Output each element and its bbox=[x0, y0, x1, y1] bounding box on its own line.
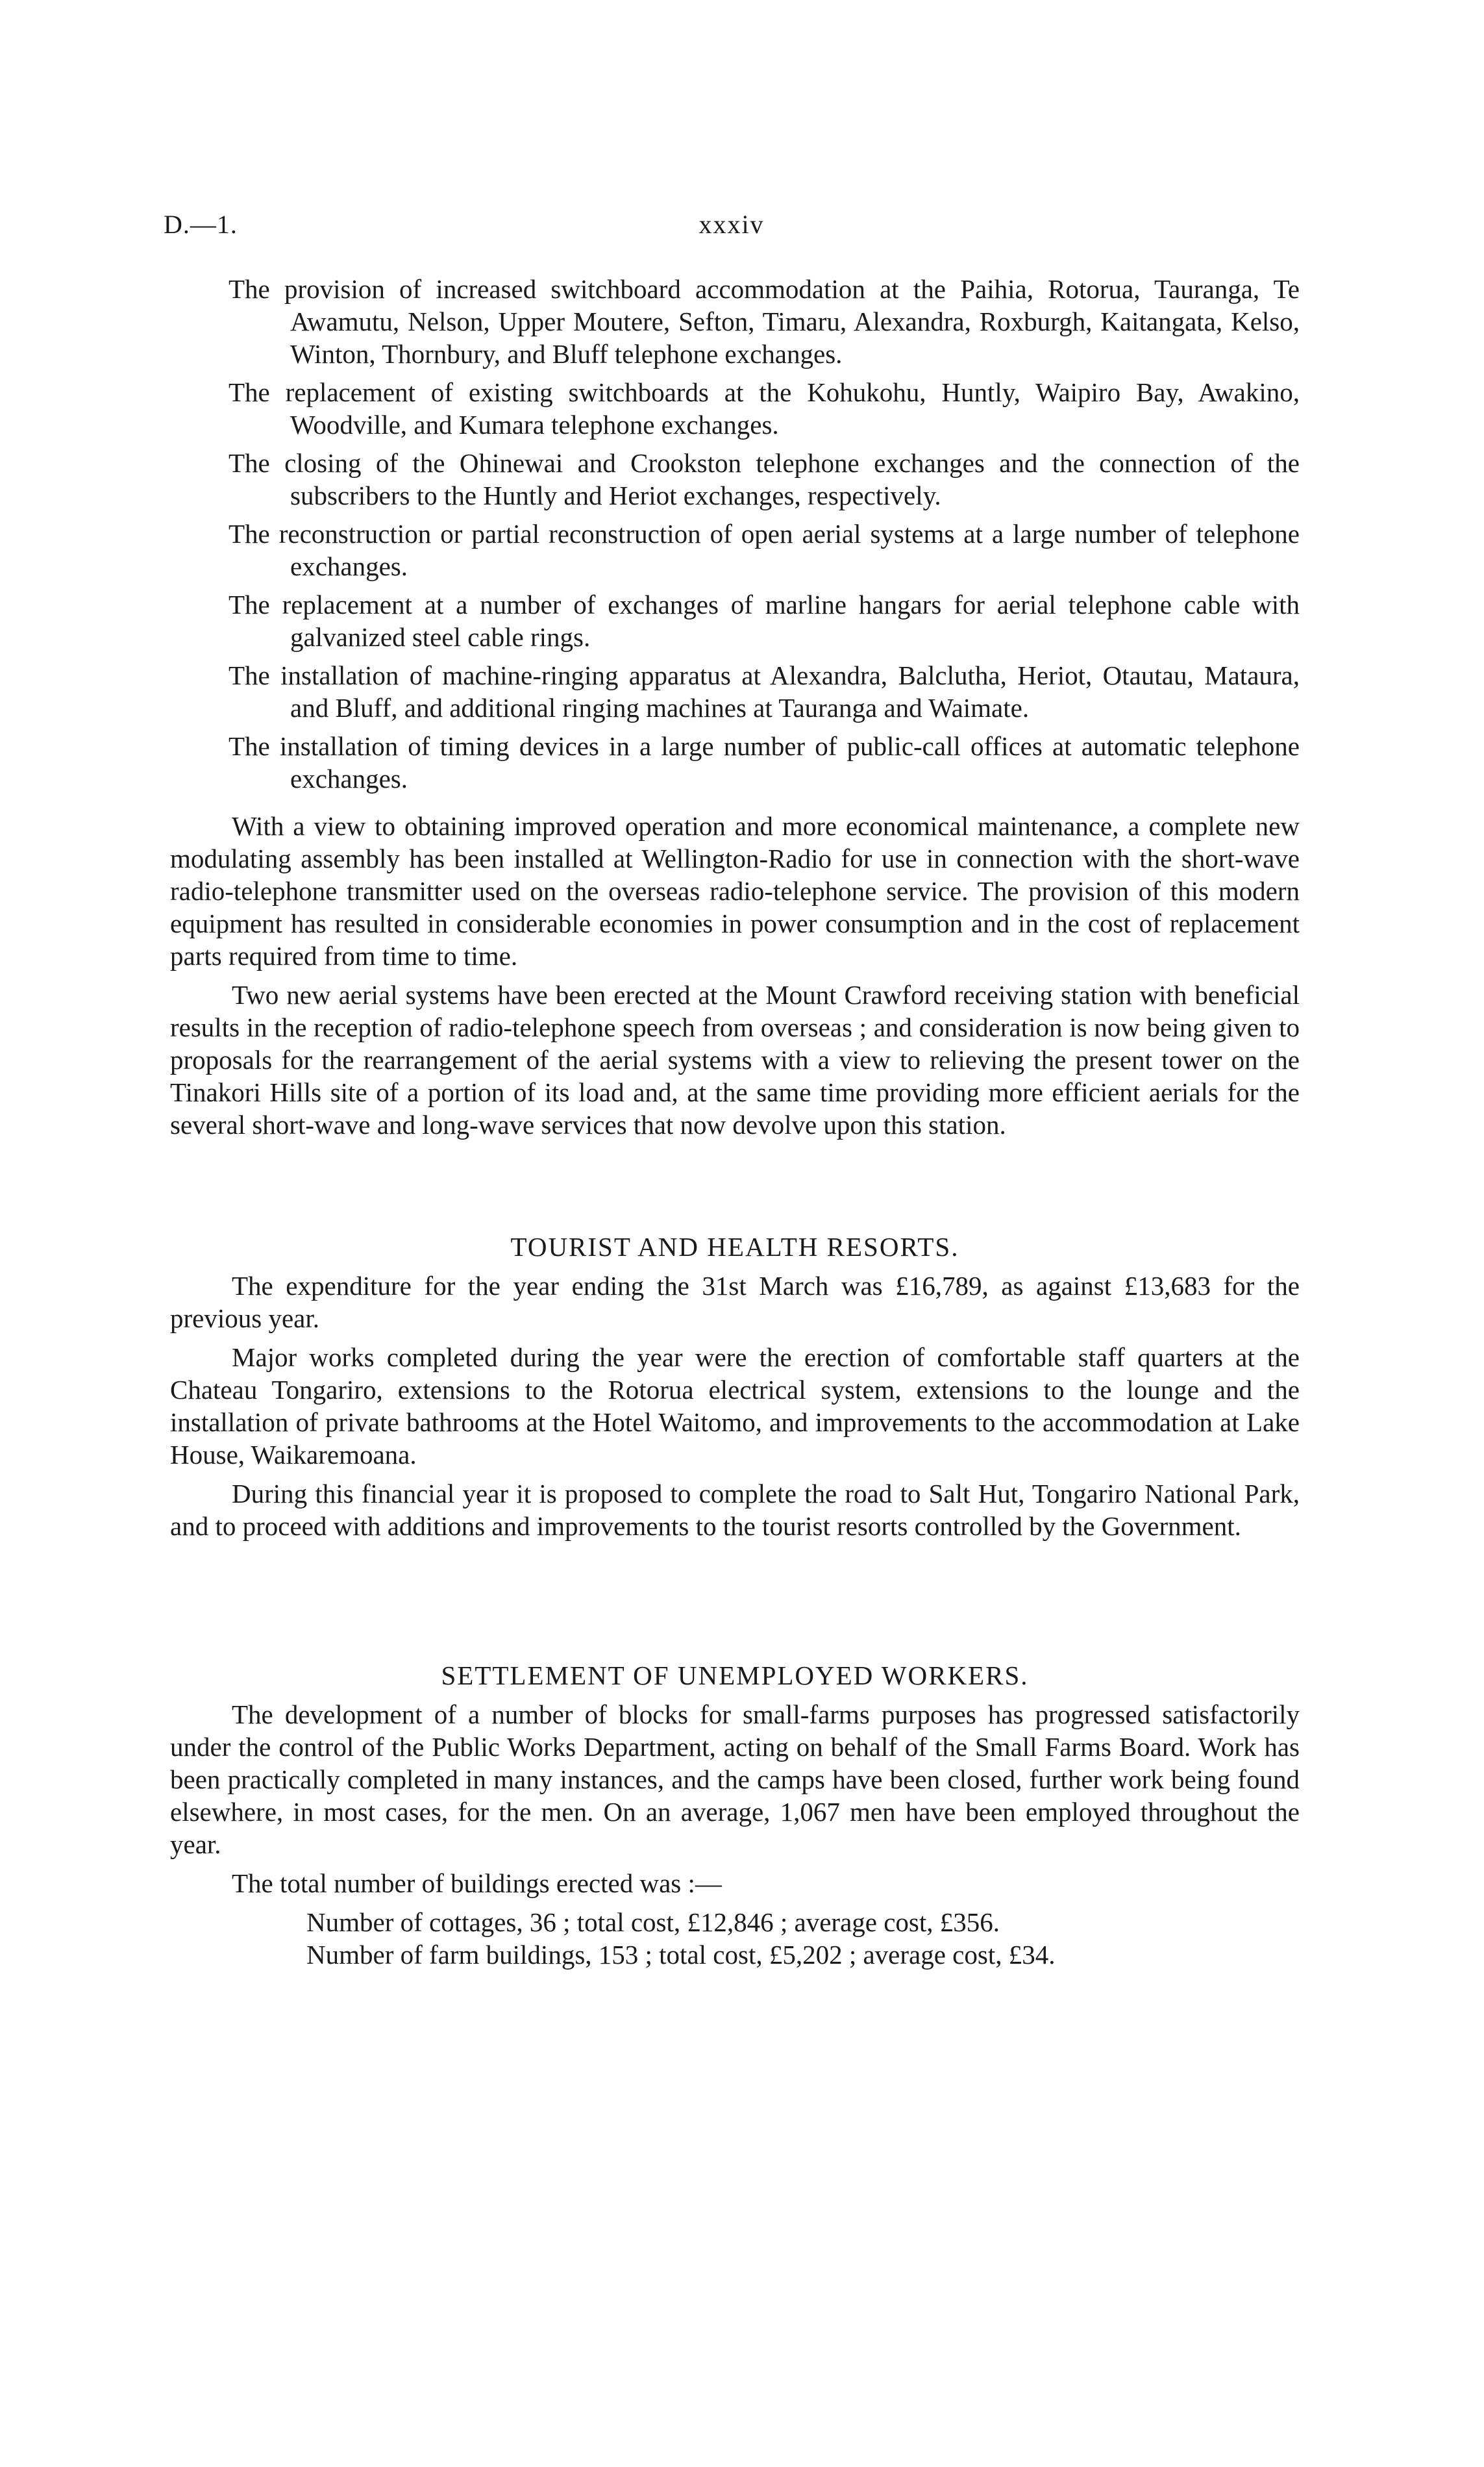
tourist-paragraph: Major works completed during the year were the erection of comfortable staff quarters at the Chateau Tongariro, extensions to the Rotorua electrical system, extensions to the lounge and the installation of private bathrooms at the Hotel Waitomo, and improvements to the accommodation at Lake House, Waikaremoana. bbox=[170, 1342, 1300, 1470]
list-item: The closing of the Ohinewai and Crookston telephone exchanges and the connection of the subscribers to the Huntly and Heriot exchanges, respectively. bbox=[229, 448, 1300, 510]
page-header bbox=[164, 209, 1300, 248]
settlement-section-title: SETTLEMENT OF UNEMPLOYED WORKERS. bbox=[441, 1660, 1029, 1690]
list-item: The installation of timing devices in a large number of public-call offices at automatic telephone exchanges. bbox=[229, 731, 1300, 794]
list-item: The replacement of existing switchboards at the Kohukohu, Huntly, Waipiro Bay, Awakino, Woodville, and Kumara telephone exchanges. bbox=[229, 377, 1300, 440]
list-item: The replacement at a number of exchanges of marline hangars for aerial telephone cable with galvanized steel cable rings. bbox=[229, 590, 1300, 652]
buildings-intro: The total number of buildings erected was :— bbox=[232, 1868, 722, 1898]
list-item: The provision of increased switchboard accommodation at the Paihia, Rotorua, Tauranga, Te Awamutu, Nelson, Upper Moutere, Sefton, Timaru, Alexandra, Roxburgh, Kaitangata, Kelso, Winton, Thornbury, and Bluff telephone exchanges. bbox=[229, 274, 1300, 369]
section-spacer bbox=[170, 1147, 1300, 1231]
list-item: The reconstruction or partial reconstruction of open aerial systems at a large number of telephone exchanges. bbox=[229, 519, 1300, 581]
tourist-paragraph: The expenditure for the year ending the 31st March was £16,789, as against £13,683 for the previous year. bbox=[170, 1271, 1300, 1333]
document-reference: D.—1. bbox=[164, 210, 238, 239]
works-list bbox=[170, 273, 1300, 795]
building-line: Number of cottages, 36 ; total cost, £12,846 ; average cost, £356. bbox=[306, 1907, 1000, 1937]
list-item: The installation of machine-ringing apparatus at Alexandra, Balclutha, Heriot, Otautau, Mataura, and Bluff, and additional ringing machines at Tauranga and Waimate. bbox=[229, 660, 1300, 723]
settlement-paragraph: The development of a number of blocks for small-farms purposes has progressed satisfactorily under the control of the Public Works Department, acting on behalf of the Small Farms Board. Work has been practically completed in many instances, and the camps have been closed, further work being found elsewhere, in most cases, for the men. On an average, 1,067 men have been employed throughout the year. bbox=[170, 1699, 1300, 1859]
tourist-paragraph: During this financial year it is proposed to complete the road to Salt Hut, Tongariro National Park, and to proceed with additions and improvements to the tourist resorts controlled by the Government. bbox=[170, 1479, 1300, 1541]
radio-paragraph: With a view to obtaining improved operation and more economical maintenance, a complete new modulating assembly has been installed at Wellington-Radio for use in connection with the short-wave radio-telephone transmitter used on the overseas radio-telephone service. The provision of this modern equipment has resulted in considerable economies in power consumption and in the cost of replacement parts required from time to time. bbox=[170, 811, 1300, 971]
page-number: xxxiv bbox=[699, 210, 765, 239]
section-spacer bbox=[170, 1549, 1300, 1659]
tourist-section-title: TOURIST AND HEALTH RESORTS. bbox=[510, 1232, 959, 1262]
page-body bbox=[170, 273, 1300, 1971]
aerial-paragraph: Two new aerial systems have been erected at the Mount Crawford receiving station with beneficial results in the reception of radio-telephone speech from overseas ; and consideration is now being given to proposals for the rearrangement of the aerial systems with a view to relieving the present tower on the Tinakori Hills site of a portion of its load and, at the same time providing more efficient aerials for the several short-wave and long-wave services that now devolve upon this station. bbox=[170, 980, 1300, 1140]
building-line: Number of farm buildings, 153 ; total cost, £5,202 ; average cost, £34. bbox=[306, 1940, 1056, 1970]
